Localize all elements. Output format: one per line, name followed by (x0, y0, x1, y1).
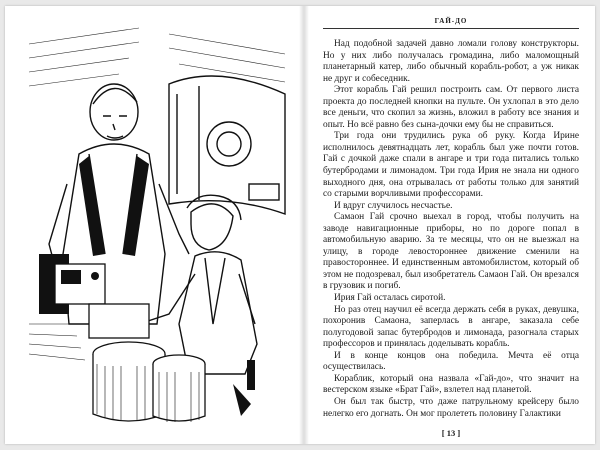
running-head-rule (323, 28, 579, 29)
book-fold (299, 6, 309, 444)
paragraph: Ирия Гай осталась сиротой. (334, 293, 446, 304)
paragraph: Но раз отец научил её всегда держать себя в руках, девушка, похоронив Самаона, заперлась в ангаре, заказала себе полугодовой запас бутербродов и лимонада, разогнала старых профессоров и принялась доделывать корабль. (323, 304, 579, 350)
paragraph: И в конце концов она победила. Мечта её отца осуществилась. (323, 350, 579, 373)
book-spread (5, 6, 595, 444)
body-text (323, 39, 579, 420)
running-head: ГАЙ-ДО (434, 17, 468, 25)
illustration (19, 24, 291, 428)
paragraph: Самаон Гай срочно выехал в город, чтобы получить на заводе навигационные приборы, но по дороге попал в автомобильную аварию. За те месяцы, что он не выезжал на улицу, в городе левостороннее движение сменили на правостороннее. И единственным автомобилистом, который об этом не подозревал, был изобретатель Самаон Гай. Он врезался в грузовик и погиб. (323, 212, 579, 292)
paragraph: Он был так быстр, что даже патрульному крейсеру было нелегко его догнать. Он мог пролететь половину Галактики (323, 396, 579, 419)
ink-illustration-icon (19, 24, 291, 428)
page-number: [ 13 ] (441, 428, 461, 438)
paragraph: И вдруг случилось несчастье. (334, 200, 453, 211)
paragraph: Три года они трудились рука об руку. Когда Ирине исполнилось девятнадцать лет, корабль был уже почти готов. Гай с дочкой даже спали в ангаре и три года питались только бутербродами и лимонадом. Три года Ирия не знала ни одного выходного дня, она отрывалась от работы только для занятий со старыми ворчливыми профессорами. (323, 131, 579, 200)
paragraph: Этот корабль Гай решил построить сам. От первого листа проекта до последней кнопки на пульте. Он ухлопал в это дело все деньги, что скопил за жизнь, вложил в работу все знания и опыт. Но всё равно без сына-дочки ему бы не справиться. (323, 85, 579, 130)
paragraph: Кораблик, который она назвала «Гай-до», что значит на вестерском языке «Брат Гай», взлетел над планетой. (323, 373, 579, 396)
paragraph: Над подобной задачей давно ломали голову конструкторы. Но у них либо получалась громадина, либо маломощный планетарный катер, либо обычный корабль-робот, а уж никак не друг и собеседник. (323, 39, 579, 84)
